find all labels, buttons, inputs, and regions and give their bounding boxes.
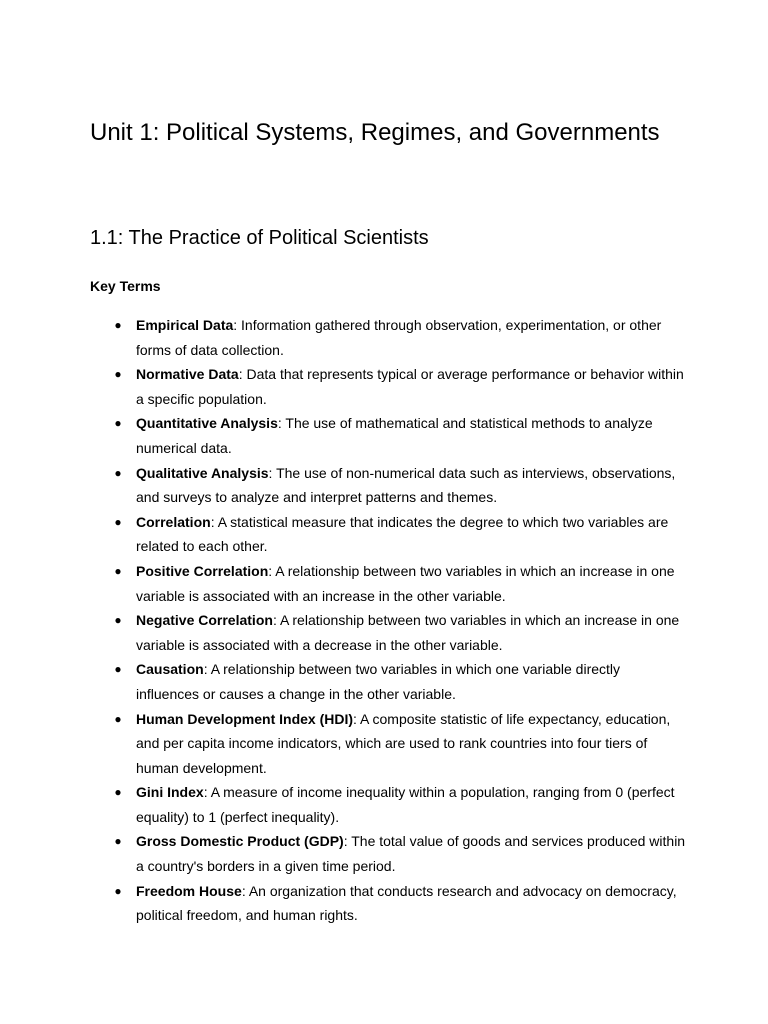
bullet-icon: ● bbox=[114, 785, 122, 800]
term-name: Human Development Index (HDI) bbox=[136, 710, 354, 727]
term-definition: : A relationship between two variables in which an increase in one variable is associated with a decrease in the other variable. bbox=[136, 612, 680, 653]
list-item bbox=[0, 559, 686, 608]
list-item bbox=[0, 657, 686, 706]
list-item bbox=[0, 313, 686, 362]
list-item bbox=[0, 461, 686, 510]
term-definition: : A relationship between two variables in which an increase in one variable is associated with an increase in the other variable. bbox=[136, 562, 675, 604]
bullet-icon: ● bbox=[114, 465, 122, 480]
list-item bbox=[0, 510, 686, 559]
list-item bbox=[0, 780, 686, 829]
key-terms-heading: Key Terms bbox=[90, 278, 161, 294]
list-item bbox=[0, 879, 686, 928]
term-name: Qualitative Analysis bbox=[136, 464, 269, 481]
bullet-icon: ● bbox=[114, 834, 122, 849]
key-terms-list bbox=[0, 313, 768, 928]
list-item bbox=[0, 829, 686, 878]
term-definition: : A measure of income inequality within a population, ranging from 0 (perfect equality) to 1 (perfect inequality). bbox=[136, 784, 675, 825]
term-definition: : A composite statistic of life expectancy, education, and per capita income indicators, which are used to rank countries into four tiers of human development. bbox=[136, 710, 671, 776]
bullet-icon: ● bbox=[114, 613, 122, 628]
list-item bbox=[0, 608, 686, 657]
term-name: Gini Index bbox=[136, 784, 204, 801]
term-name: Negative Correlation bbox=[136, 612, 273, 629]
term-name: Causation bbox=[136, 661, 204, 678]
term-definition: : Information gathered through observation, experimentation, or other forms of data collection. bbox=[136, 317, 662, 358]
section-title: 1.1: The Practice of Political Scientists bbox=[90, 227, 429, 249]
term-definition: : A relationship between two variables in which one variable directly influences or causes a change in the other variable. bbox=[136, 661, 621, 702]
term-name: Empirical Data bbox=[136, 317, 234, 333]
term-name: Gross Domestic Product (GDP) bbox=[136, 833, 344, 850]
list-item bbox=[0, 411, 686, 460]
term-definition: : A statistical measure that indicates the degree to which two variables are related to each other. bbox=[136, 513, 669, 555]
term-name: Quantitative Analysis bbox=[136, 415, 278, 432]
bullet-icon: ● bbox=[114, 711, 122, 726]
term-name: Normative Data bbox=[136, 366, 239, 383]
list-item bbox=[0, 707, 686, 781]
term-definition: : The use of mathematical and statistical methods to analyze numerical data. bbox=[136, 415, 653, 456]
term-definition: : The use of non-numerical data such as interviews, observations, and surveys to analyze and interpret patterns and themes. bbox=[136, 464, 676, 506]
bullet-icon: ● bbox=[114, 563, 122, 578]
bullet-icon: ● bbox=[114, 416, 122, 431]
term-definition: : An organization that conducts research and advocacy on democracy, political freedom, and human rights. bbox=[136, 882, 677, 924]
page-title: Unit 1: Political Systems, Regimes, and Governments bbox=[90, 119, 660, 146]
term-definition: : The total value of goods and services produced within a country's borders in a given time period. bbox=[136, 833, 686, 875]
bullet-icon: ● bbox=[114, 883, 122, 898]
list-item bbox=[0, 362, 686, 411]
bullet-icon: ● bbox=[114, 514, 122, 529]
term-name: Correlation bbox=[136, 513, 211, 530]
bullet-icon: ● bbox=[114, 662, 122, 677]
term-name: Positive Correlation bbox=[136, 562, 269, 579]
term-definition: : Data that represents typical or average performance or behavior within a specific population. bbox=[136, 366, 684, 407]
bullet-icon: ● bbox=[114, 367, 122, 382]
bullet-icon: ● bbox=[114, 318, 122, 332]
term-name: Freedom House bbox=[136, 882, 242, 899]
